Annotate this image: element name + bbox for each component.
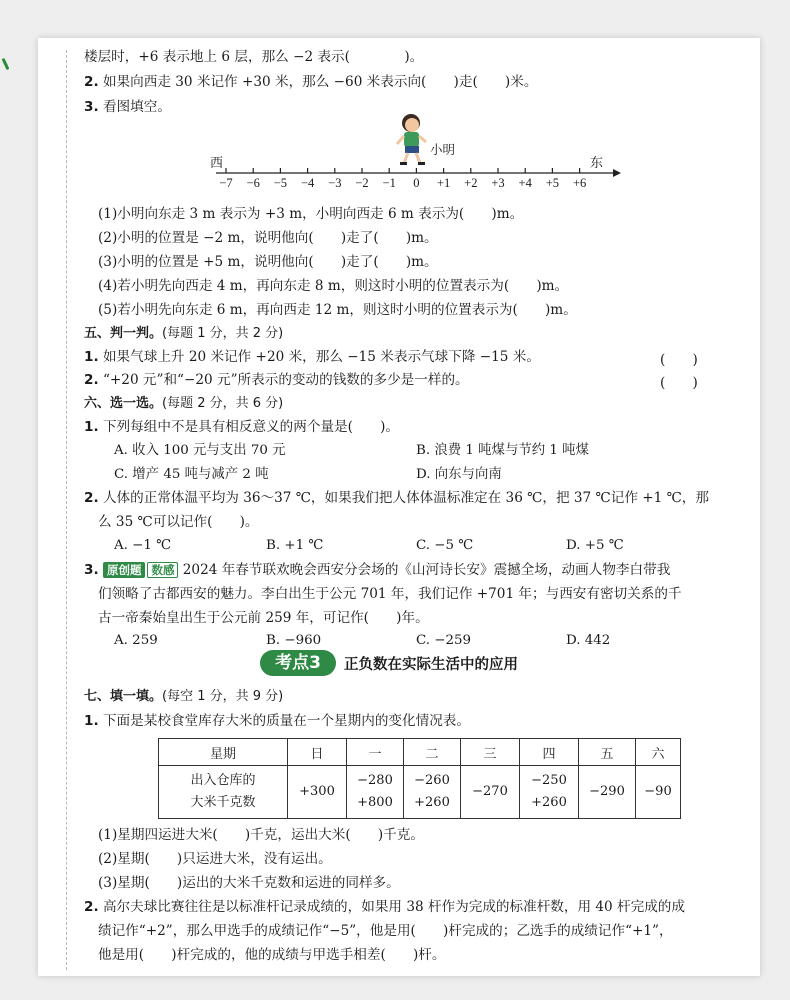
choice-3-option-b[interactable]: B. −960 bbox=[266, 633, 322, 648]
tick-label: 0 bbox=[413, 176, 420, 190]
q3-sub-5: (5)若小明先向东走 6 m，再向西走 12 m，则这时小明的位置表示为( )m。 bbox=[98, 302, 577, 318]
question-number: 1. bbox=[84, 349, 99, 365]
tick-label: −5 bbox=[273, 176, 288, 190]
original-tag: 原创题 bbox=[103, 562, 146, 578]
question-text: 看图填空。 bbox=[102, 99, 171, 115]
topic-label: 考点3 bbox=[260, 650, 336, 676]
tick-label: −7 bbox=[219, 176, 233, 190]
section-5-heading bbox=[84, 325, 283, 343]
choice-1-option-a[interactable]: A. 收入 100 元与支出 70 元 bbox=[114, 443, 286, 458]
margin-mark bbox=[2, 58, 10, 70]
header-cell: 星期 bbox=[159, 739, 288, 766]
tick-label: −6 bbox=[246, 176, 260, 190]
choice-2-option-b[interactable]: B. +1 ℃ bbox=[266, 538, 324, 553]
choice-2-line-2: 么 35 ℃可以记作( )。 bbox=[98, 514, 259, 530]
question-text: 下面是某校食堂库存大米的质量在一个星期内的变化情况表。 bbox=[102, 713, 470, 729]
cell-value: −290 bbox=[589, 784, 625, 799]
section-title: 七、填一填。 bbox=[84, 689, 163, 704]
person-label: 小明 bbox=[430, 142, 456, 157]
cell-value: −90 bbox=[644, 784, 672, 799]
question-number: 2. bbox=[84, 899, 99, 915]
number-sense-tag: 数感 bbox=[147, 562, 178, 578]
header-cell: 日 bbox=[288, 739, 347, 766]
header-cell: 三 bbox=[461, 739, 520, 766]
east-label: 东 bbox=[590, 156, 604, 171]
choice-3-option-a[interactable]: A. 259 bbox=[114, 633, 158, 648]
margin-guide bbox=[66, 50, 67, 970]
tick-label: −3 bbox=[328, 176, 342, 190]
judge-2 bbox=[84, 371, 469, 389]
worksheet-page bbox=[38, 38, 760, 976]
value-cell bbox=[404, 766, 461, 819]
question-number: 3. bbox=[84, 562, 99, 578]
value-cell bbox=[579, 766, 636, 819]
fill-2 bbox=[84, 898, 685, 916]
tick-label: +3 bbox=[491, 176, 505, 190]
cell-value: +300 bbox=[299, 784, 335, 799]
section-6-heading bbox=[84, 395, 283, 413]
tick-label: +2 bbox=[464, 176, 478, 190]
header-cell: 五 bbox=[579, 739, 636, 766]
rice-table bbox=[158, 738, 681, 819]
question-text: 2024 年春节联欢晚会西安分会场的《山河诗长安》震撼全场，动画人物李白带我 bbox=[182, 562, 671, 578]
judge-2-answer-box[interactable]: ( ) bbox=[660, 375, 698, 391]
value-cell bbox=[520, 766, 579, 819]
header-cell: 一 bbox=[347, 739, 404, 766]
cell-value: −270 bbox=[472, 784, 508, 799]
question-number: 1. bbox=[84, 713, 99, 729]
fill-1-sub-1: (1)星期四运进大米( )千克，运出大米( )千克。 bbox=[98, 827, 424, 843]
choice-3-option-d[interactable]: D. 442 bbox=[566, 633, 611, 648]
axis-arrow-icon bbox=[613, 169, 621, 177]
fill-1-sub-3: (3)星期( )运出的大米千克数和运进的同样多。 bbox=[98, 875, 400, 891]
choice-3-option-c[interactable]: C. −259 bbox=[416, 633, 472, 648]
question-number: 3. bbox=[84, 99, 99, 115]
cell-value: +800 bbox=[357, 795, 393, 810]
q3-sub-1: (1)小明向东走 3 m 表示为 +3 m，小明向西走 6 m 表示为( )m。 bbox=[98, 206, 524, 222]
table-header-row bbox=[159, 739, 681, 766]
value-cell bbox=[288, 766, 347, 819]
tick-label: +4 bbox=[518, 176, 532, 190]
row-label-line: 大米千克数 bbox=[190, 795, 256, 810]
topic-title: 正负数在实际生活中的应用 bbox=[344, 657, 518, 673]
choice-2-option-c[interactable]: C. −5 ℃ bbox=[416, 538, 474, 553]
question-number: 2. bbox=[84, 372, 99, 388]
tick-label: −2 bbox=[355, 176, 369, 190]
question-number: 2. bbox=[84, 74, 99, 90]
fill-1-sub-2: (2)星期( )只运进大米，没有运出。 bbox=[98, 851, 332, 867]
question-text: 下列每组中不是具有相反意义的两个量是( )。 bbox=[102, 419, 400, 435]
choice-2 bbox=[84, 489, 709, 507]
question-text: 人体的正常体温平均为 36～37 ℃，如果我们把人体体温标准定在 36 ℃，把 37 ℃记作 +1 ℃，那 bbox=[102, 490, 709, 506]
fill-2-line-3: 他是用( )杆完成的，他的成绩与甲选手相差( )杆。 bbox=[98, 947, 446, 963]
value-cell bbox=[347, 766, 404, 819]
choice-1-option-c[interactable]: C. 增产 45 吨与减产 2 吨 bbox=[114, 467, 269, 482]
choice-1-option-d[interactable]: D. 向东与向南 bbox=[416, 467, 502, 482]
choice-2-option-a[interactable]: A. −1 ℃ bbox=[114, 538, 172, 553]
section-note: (每题 2 分，共 6 分) bbox=[162, 396, 284, 411]
choice-1 bbox=[84, 418, 399, 436]
header-cell: 二 bbox=[404, 739, 461, 766]
section-note: (每题 1 分，共 2 分) bbox=[162, 326, 284, 341]
value-cell bbox=[636, 766, 681, 819]
cell-value: +260 bbox=[531, 795, 567, 810]
fill-2-line-2: 绩记作“+2”，那么甲选手的成绩记作“−5”，他是用( )杆完成的；乙选手的成绩记作“+1”， bbox=[98, 923, 673, 939]
row-label-line: 出入仓库的 bbox=[190, 773, 256, 788]
choice-1-option-b[interactable]: B. 浪费 1 吨煤与节约 1 吨煤 bbox=[416, 443, 589, 458]
choice-3-line-3: 古一帝秦始皇出生于公元前 259 年，可记作( )年。 bbox=[98, 610, 429, 626]
header-cell: 四 bbox=[520, 739, 579, 766]
question-text: 如果气球上升 20 米记作 +20 米，那么 −15 米表示气球下降 −15 米。 bbox=[102, 349, 540, 365]
judge-1-answer-box[interactable]: ( ) bbox=[660, 352, 698, 368]
q3-sub-3: (3)小明的位置是 +5 m，说明他向( )走了( )m。 bbox=[98, 254, 438, 270]
question-number: 1. bbox=[84, 419, 99, 435]
cell-value: −260 bbox=[414, 773, 450, 788]
number-line-figure bbox=[208, 118, 628, 198]
tick-label: −4 bbox=[300, 176, 315, 190]
tick-label: −1 bbox=[382, 176, 396, 190]
value-cell bbox=[461, 766, 520, 819]
west-label: 西 bbox=[210, 156, 224, 171]
section-title: 五、判一判。 bbox=[84, 326, 163, 341]
question-number: 2. bbox=[84, 490, 99, 506]
question-2 bbox=[84, 73, 537, 91]
question-3 bbox=[84, 98, 171, 116]
choice-3 bbox=[84, 561, 670, 579]
cell-value: −250 bbox=[531, 773, 567, 788]
fill-1 bbox=[84, 712, 470, 730]
choice-3-line-2: 们领略了古都西安的魅力。李白出生于公元 701 年，我们记作 +701 年；与西安有密切关系的千 bbox=[98, 586, 682, 602]
section-note: (每空 1 分，共 9 分) bbox=[162, 689, 284, 704]
question-text: 高尔夫球比赛往往是以标准杆记录成绩的，如果用 38 杆作为完成的标准杆数，用 40 杆完成的成 bbox=[102, 899, 685, 915]
judge-1 bbox=[84, 348, 540, 366]
tick-label: +6 bbox=[572, 176, 587, 190]
choice-2-option-d[interactable]: D. +5 ℃ bbox=[566, 538, 624, 553]
section-7-heading bbox=[84, 688, 283, 706]
header-cell: 六 bbox=[636, 739, 681, 766]
cell-value: +260 bbox=[414, 795, 450, 810]
tick-label: +5 bbox=[545, 176, 560, 190]
q3-sub-4: (4)若小明先向西走 4 m，再向东走 8 m，则这时小明的位置表示为( )m。 bbox=[98, 278, 569, 294]
question-text: “+20 元”和“−20 元”所表示的变动的钱数的多少是一样的。 bbox=[102, 372, 469, 388]
continuation-line: 楼层时，+6 表示地上 6 层，那么 −2 表示( )。 bbox=[84, 49, 424, 65]
cell-value: −280 bbox=[357, 773, 393, 788]
q3-sub-2: (2)小明的位置是 −2 m，说明他向( )走了( )m。 bbox=[98, 230, 438, 246]
section-title: 六、选一选。 bbox=[84, 396, 163, 411]
table-row bbox=[159, 766, 681, 819]
tick-label: +1 bbox=[436, 176, 451, 190]
question-text: 如果向西走 30 米记作 +30 米，那么 −60 米表示向( )走( )米。 bbox=[102, 74, 538, 90]
row-label-cell bbox=[159, 766, 288, 819]
